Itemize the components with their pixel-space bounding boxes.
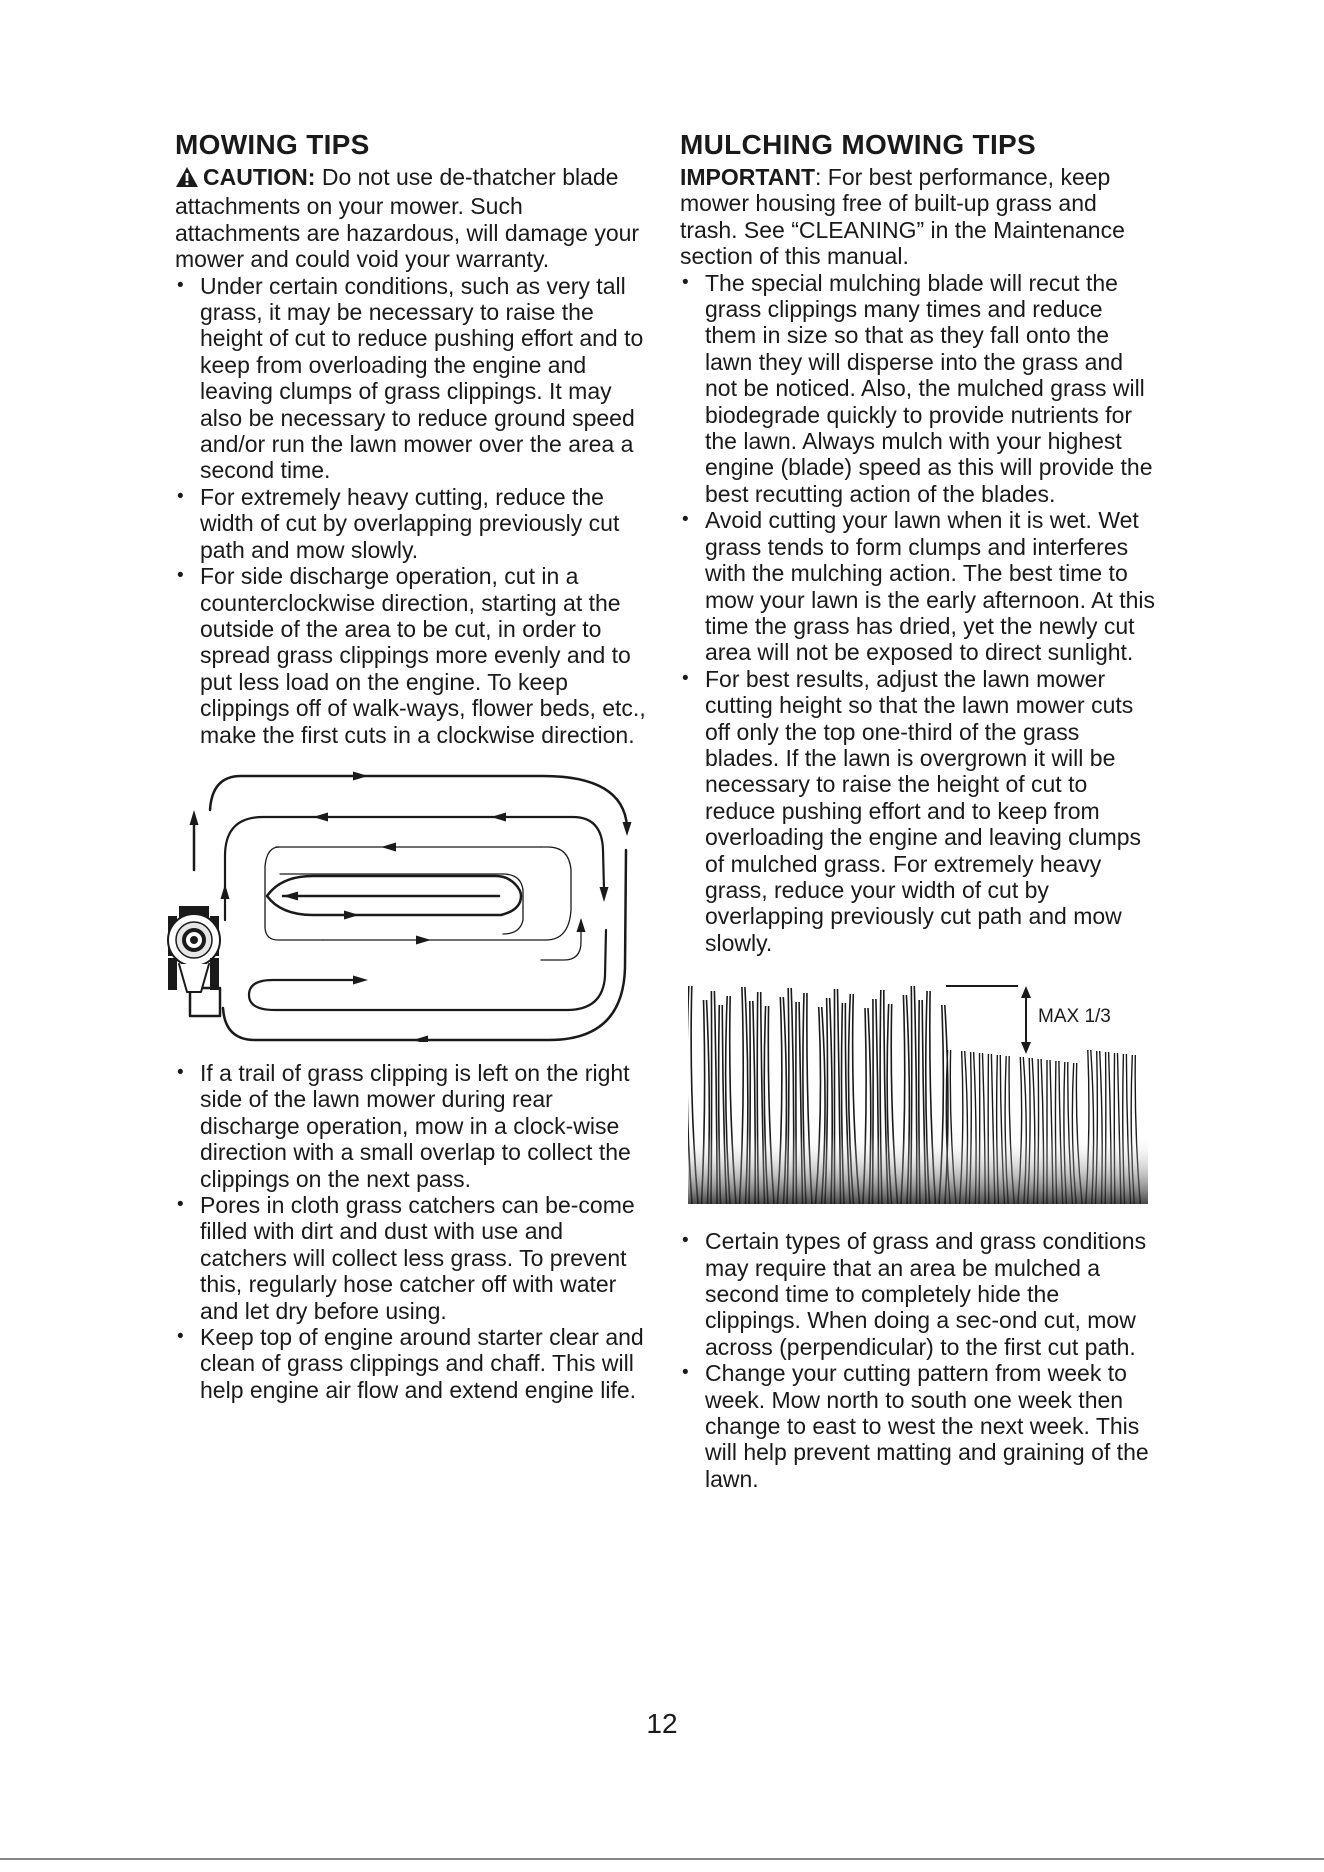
arrow-down-icon bbox=[1021, 1042, 1031, 1054]
important-text: : For best performance, keep mower housing free of built-up grass and trash. See “CLEANING” in the Maintenance section of this manual. bbox=[680, 164, 1125, 270]
arrow-icon bbox=[190, 810, 199, 825]
caution-text: Do not use de-thatcher blade attachments on your mower. Such attachments are hazardous, will damage your mower and could void your warranty. bbox=[175, 164, 640, 273]
arrow-icon bbox=[353, 771, 368, 780]
mulching-tips-list-bottom bbox=[680, 1228, 1158, 1492]
direction-arrows bbox=[190, 771, 632, 1042]
innermost-loop bbox=[267, 876, 521, 915]
arrow-icon bbox=[313, 812, 328, 821]
mulching-tips-heading: MULCHING MOWING TIPS bbox=[680, 129, 1036, 160]
caution-label: CAUTION: bbox=[203, 164, 316, 190]
left-column bbox=[175, 128, 650, 1403]
warning-triangle-icon bbox=[175, 166, 199, 193]
list-item: • Change your cutting pattern from week to week. Mow north to south one week then change to east to west the next week. This will help prevent matting and graining of the lawn. bbox=[680, 1360, 1158, 1492]
max-height-label: MAX 1/3 bbox=[1038, 1006, 1111, 1028]
list-item: • Certain types of grass and grass conditions may require that an area be mulched a second time to completely hide the clippings. When doing a sec-ond cut, mow across (perpendicular) to the first cut path. bbox=[680, 1228, 1158, 1360]
arrow-up-icon bbox=[1021, 986, 1031, 998]
arrow-icon bbox=[221, 884, 230, 899]
list-item: • If a trail of grass clipping is left on the right side of the lawn mower during rear discharge operation, mow in a clock-wise direction with a small overlap to collect the clippings on the next pass. bbox=[175, 1060, 650, 1192]
arrow-icon bbox=[491, 812, 506, 821]
list-item: • Keep top of engine around starter clear and clean of grass clippings and chaff. This will help engine air flow and extend engine life. bbox=[175, 1324, 650, 1403]
arrow-icon bbox=[600, 887, 609, 902]
arrow-icon bbox=[416, 935, 431, 944]
arrow-icon bbox=[344, 910, 359, 919]
important-paragraph bbox=[680, 164, 1158, 270]
mowing-tips-list-bottom bbox=[175, 1060, 650, 1403]
mulching-tips-list-top bbox=[680, 270, 1158, 957]
inner-path bbox=[265, 847, 581, 960]
page-number: 12 bbox=[646, 1708, 678, 1739]
list-item: • The special mulching blade will recut the grass clippings many times and reduce them in size so that as they fall onto the lawn they will disperse into the grass and not be noticed. Also, the mulched grass will biodegrade quickly to provide nutrients for the lawn. Always mulch with your highest engine (blade) speed as this will provide the best recutting action of the blades. bbox=[680, 270, 1158, 508]
list-item: • Under certain conditions, such as very tall grass, it may be necessary to raise the height of cut to reduce pushing effort and to keep from overloading the engine and leaving clumps of grass clippings. It may also be necessary to reduce ground speed and/or run the lawn mower over the area a second time. bbox=[175, 273, 650, 484]
arrow-icon bbox=[623, 822, 632, 836]
arrow-icon bbox=[577, 918, 586, 932]
mowing-tips-list-top bbox=[175, 273, 650, 748]
second-path bbox=[225, 817, 606, 1010]
grass-height-illustration bbox=[688, 984, 1148, 1204]
arrow-icon bbox=[283, 891, 298, 900]
outer-path bbox=[194, 776, 627, 1040]
list-item: • Avoid cutting your lawn when it is wet. Wet grass tends to form clumps and interferes with the mulching action. The best time to mow your lawn is the early afternoon. At this time the grass has dried, yet the newly cut area will not be exposed to direct sunlight. bbox=[680, 507, 1158, 665]
mowing-pattern-diagram bbox=[163, 770, 638, 1042]
list-item: • For best results, adjust the lawn mower cutting height so that the lawn mower cuts off only the top one-third of the grass blades. If the lawn is overgrown it will be necessary to raise the height of cut to reduce pushing effort and to keep from overloading the engine and leaving clumps of mulched grass. For extremely heavy grass, reduce your width of cut by overlapping previously cut path and mow slowly. bbox=[680, 666, 1158, 956]
list-item: • For side discharge operation, cut in a counterclockwise direction, starting at the outside of the area to be cut, in order to spread grass clippings more evenly and to put less load on the engine. To keep clippings off of walk-ways, flower beds, etc., make the first cuts in a clockwise direction. bbox=[175, 563, 650, 748]
bottom-rule bbox=[0, 1858, 1324, 1860]
right-column bbox=[680, 128, 1158, 1492]
arrow-icon bbox=[353, 975, 368, 984]
caution-paragraph bbox=[175, 164, 650, 273]
grass-base-shading bbox=[688, 1134, 1148, 1204]
important-label: IMPORTANT bbox=[680, 164, 816, 190]
arrow-icon bbox=[381, 842, 396, 851]
list-item: • For extremely heavy cutting, reduce the width of cut by overlapping previously cut path and mow slowly. bbox=[175, 484, 650, 563]
mowing-tips-heading: MOWING TIPS bbox=[175, 129, 370, 160]
mower-icon bbox=[168, 906, 220, 1016]
list-item: • Pores in cloth grass catchers can be-come filled with dirt and dust with use and catchers will collect less grass. To prevent this, regularly hose catcher off with water and let dry before using. bbox=[175, 1192, 650, 1324]
